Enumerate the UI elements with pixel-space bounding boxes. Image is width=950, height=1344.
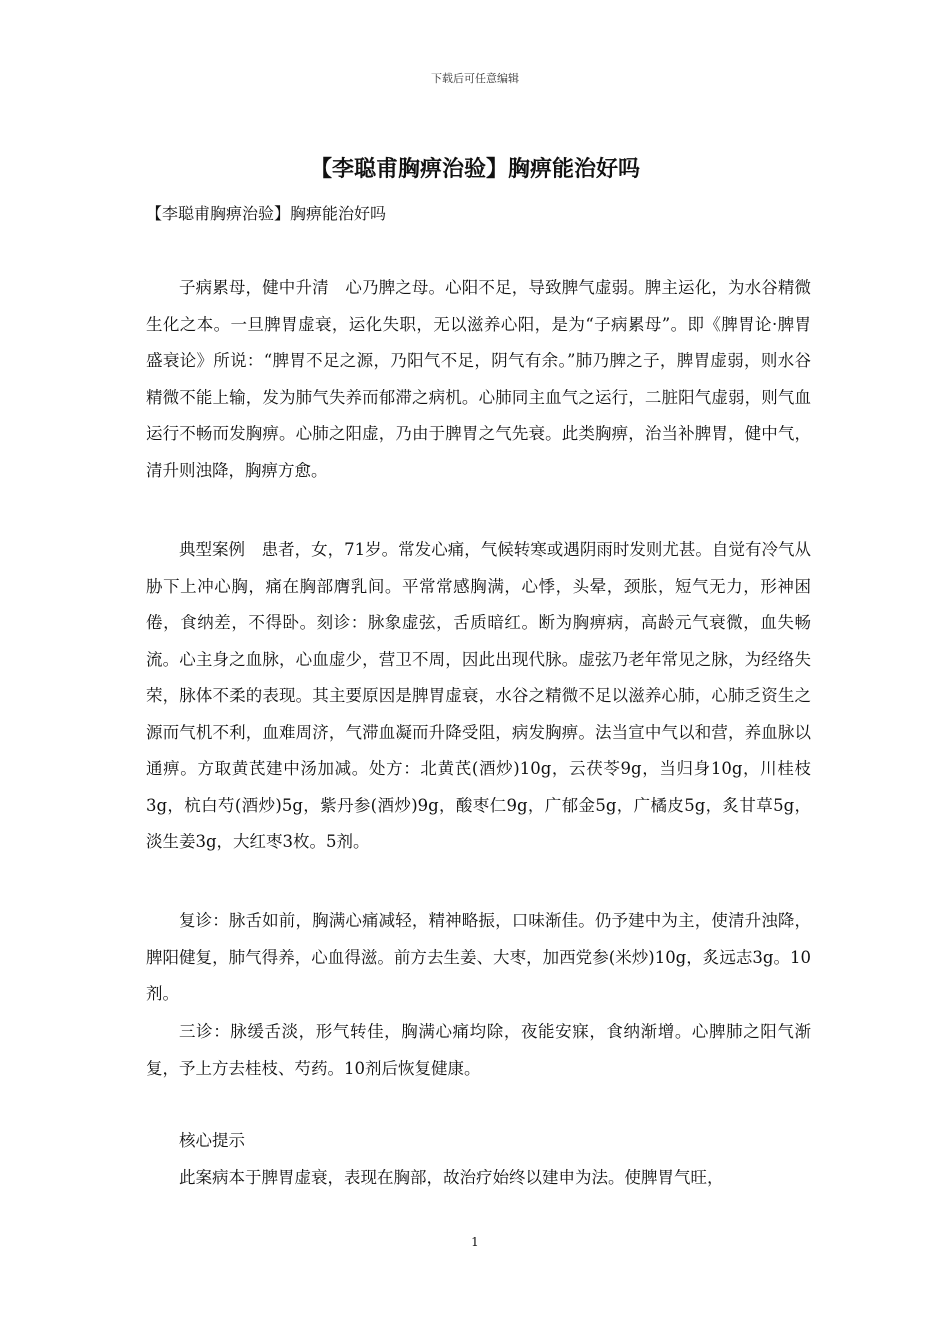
document-title: 【李聪甫胸痹治验】胸痹能治好吗 <box>309 157 640 182</box>
header-note: 下载后可任意编辑 <box>431 72 519 85</box>
document-subtitle: 【李聪甫胸痹治验】胸痹能治好吗 <box>146 204 387 223</box>
page-number: 1 <box>471 1235 479 1249</box>
paragraph-second-visit: 复诊：脉舌如前，胸满心痛减轻，精神略振，口味渐佳。仍予建中为主，使清升浊降，脾阳健复，肺气得养，心血得滋。前方去生姜、大枣，加西党参(米炒)10g，炙远志3g。10剂。 <box>146 911 811 1003</box>
paragraph-mechanism: 子病累母，健中升清 心乃脾之母。心阳不足，导致脾气虚弱。脾主运化，为水谷精微生化之本。一旦脾胃虚衰，运化失职，无以滋养心阳，是为“子病累母”。即《脾胃论·脾胃盛衰论》所说：“脾胃不足之源，乃阳气不足，阴气有余。”肺乃脾之子，脾胃虚弱，则水谷精微不能上输，发为肺气失养而郁滞之病机。心肺同主血气之运行，二脏阳气虚弱，则气血运行不畅而发胸痹。心肺之阳虚，乃由于脾胃之气先衰。此类胸痹，治当补脾胃，健中气，清升则浊降，胸痹方愈。 <box>146 278 811 480</box>
section-heading-key-points: 核心提示 <box>179 1131 245 1150</box>
paragraph-case: 典型案例 患者，女，71岁。常发心痛，气候转寒或遇阴雨时发则尤甚。自觉有冷气从胁下上冲心胸，痛在胸部膺乳间。平常常感胸满，心悸，头晕，颈胀，短气无力，形神困倦，食纳差，不得卧。刻诊：脉象虚弦，舌质暗红。断为胸痹病，高龄元气衰微，血失畅流。心主身之血脉，心血虚少，营卫不周，因此出现代脉。虚弦乃老年常见之脉，为经络失荣，脉体不柔的表现。其主要原因是脾胃虚衰，水谷之精微不足以滋养心肺，心肺乏资生之源而气机不利，血难周济，气滞血凝而升降受阻，病发胸痹。法当宣中气以和营，养血脉以通痹。方取黄芪建中汤加减。处方：北黄芪(酒炒)10g，云茯苓9g，当归身10g，川桂枝3g，杭白芍(酒炒)5g，紫丹参(酒炒)9g，酸枣仁9g，广郁金5g，广橘皮5g，炙甘草5g，淡生姜3g，大红枣3枚。5剂。 <box>146 540 811 851</box>
paragraph-third-visit: 三诊：脉缓舌淡，形气转佳，胸满心痛均除，夜能安寐，食纳渐增。心脾肺之阳气渐复，予上方去桂枝、芍药。10剂后恢复健康。 <box>146 1022 811 1078</box>
paragraph-key-points: 此案病本于脾胃虚衰，表现在胸部，故治疗始终以建申为法。使脾胃气旺， <box>179 1168 724 1187</box>
